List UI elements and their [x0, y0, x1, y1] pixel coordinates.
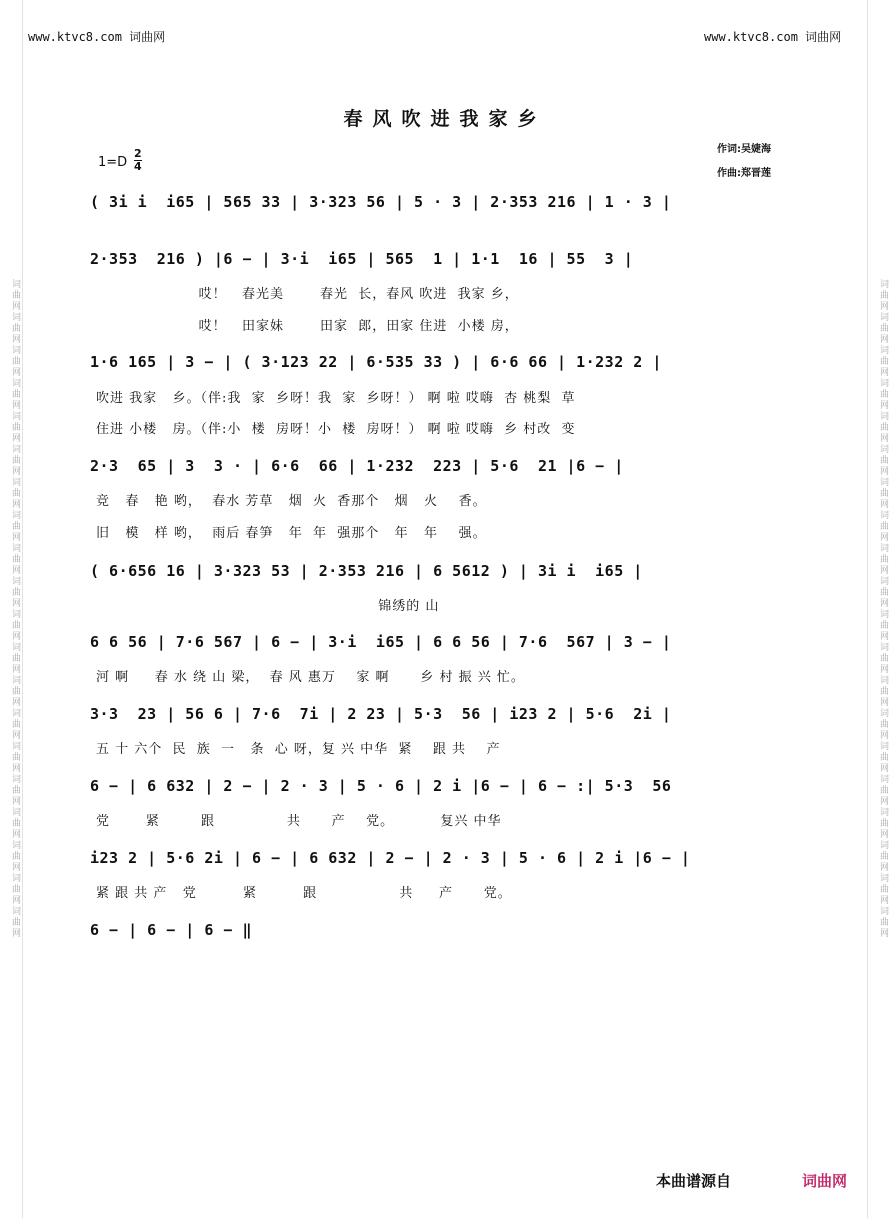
lyric-line: 哎！ 春光美 春光 长，春风 吹进 我家 乡，	[96, 287, 519, 302]
lyric-line: 紧 跟 共 产 党 紧 跟 共 产 党。	[96, 886, 512, 901]
notation-line-10: 6 − | 6 − | 6 − ‖	[90, 921, 253, 939]
brand-link[interactable]: 词曲网	[802, 1172, 848, 1190]
left-watermark-strip: 词曲网词曲网词曲网词曲网词曲网词曲网词曲网词曲网词曲网词曲网词曲网词曲网词曲网词曲网词曲网词曲网词曲网词曲网词曲网词曲网	[0, 0, 23, 1218]
lyric-line: 哎！ 田家妹 田家 郎，田家 住进 小楼 房，	[96, 319, 519, 334]
notation-line-6: 6 6 56 | 7·6 567 | 6 − | 3·i i65 | 6 6 56 | 7·6 567 | 3 − |	[90, 633, 672, 651]
lyric-line: 吹进 我家 乡。（伴:我 家 乡呀！我 家 乡呀！） 啊 啦 哎嗨 杏 桃梨 草	[96, 391, 576, 406]
notation-line-1: ( 3i i i65 | 565 33 | 3·323 56 | 5 · 3 | 2·353 216 | 1 · 3 |	[90, 193, 672, 211]
lyric-line: 锦绣的 山	[96, 599, 440, 614]
time-signature-top: 2	[134, 147, 142, 160]
song-title: 春风吹进我家乡	[343, 108, 547, 130]
lyric-line: 五 十 六个 民 族 一 条 心 呀，复 兴 中华 紧 跟 共 产	[96, 742, 501, 757]
lyric-line: 住进 小楼 房。（伴:小 楼 房呀！小 楼 房呀！） 啊 啦 哎嗨 乡 村改 变	[96, 422, 576, 437]
notation-line-4: 2·3 65 | 3 3 · | 6·6 66 | 1·232 223 | 5·6 21 |6 − |	[90, 457, 624, 475]
right-watermark-strip: 词曲网词曲网词曲网词曲网词曲网词曲网词曲网词曲网词曲网词曲网词曲网词曲网词曲网词曲网词曲网词曲网词曲网词曲网词曲网词曲网	[867, 0, 890, 1218]
lyric-line: 党 紧 跟 共 产 党。 复兴 中华	[96, 814, 502, 829]
source-label: 本曲谱源自	[656, 1172, 732, 1190]
time-signature	[134, 148, 142, 173]
notation-line-9: i23 2 | 5·6 2i | 6 − | 6 632 | 2 − | 2 · 3 | 5 · 6 | 2 i |6 − |	[90, 849, 691, 867]
site-url-left: www.ktvc8.com 词曲网	[28, 30, 166, 44]
notation-line-7: 3·3 23 | 56 6 | 7·6 7i | 2 23 | 5·3 56 | i23 2 | 5·6 2i |	[90, 705, 672, 723]
notation-line-8: 6 − | 6 632 | 2 − | 2 · 3 | 5 · 6 | 2 i |6 − | 6 − :| 5·3 56	[90, 777, 672, 795]
lyricist-credit: 作词:吴婕海	[717, 144, 771, 155]
site-url-right: www.ktvc8.com 词曲网	[704, 30, 842, 44]
time-signature-bottom: 4	[134, 160, 142, 173]
composer-credit: 作曲:郑晋莲	[717, 168, 771, 179]
lyric-line: 河 啊 春 水 绕 山 梁， 春 风 惠万 家 啊 乡 村 振 兴 忙。	[96, 670, 525, 685]
key-signature: 1=D	[98, 155, 128, 170]
lyric-line: 竞 春 艳 哟， 春水 芳草 烟 火 香那个 烟 火 香。	[96, 494, 487, 509]
notation-line-3: 1·6 165 | 3 − | ( 3·123 22 | 6·535 33 ) | 6·6 66 | 1·232 2 |	[90, 353, 662, 371]
notation-line-5: ( 6·656 16 | 3·323 53 | 2·353 216 | 6 5612 ) | 3i i i65 |	[90, 562, 643, 580]
notation-line-2: 2·353 216 ) |6 − | 3·i i65 | 565 1 | 1·1 16 | 55 3 |	[90, 250, 634, 268]
lyric-line: 旧 模 样 哟， 雨后 春笋 年 年 强那个 年 年 强。	[96, 526, 487, 541]
